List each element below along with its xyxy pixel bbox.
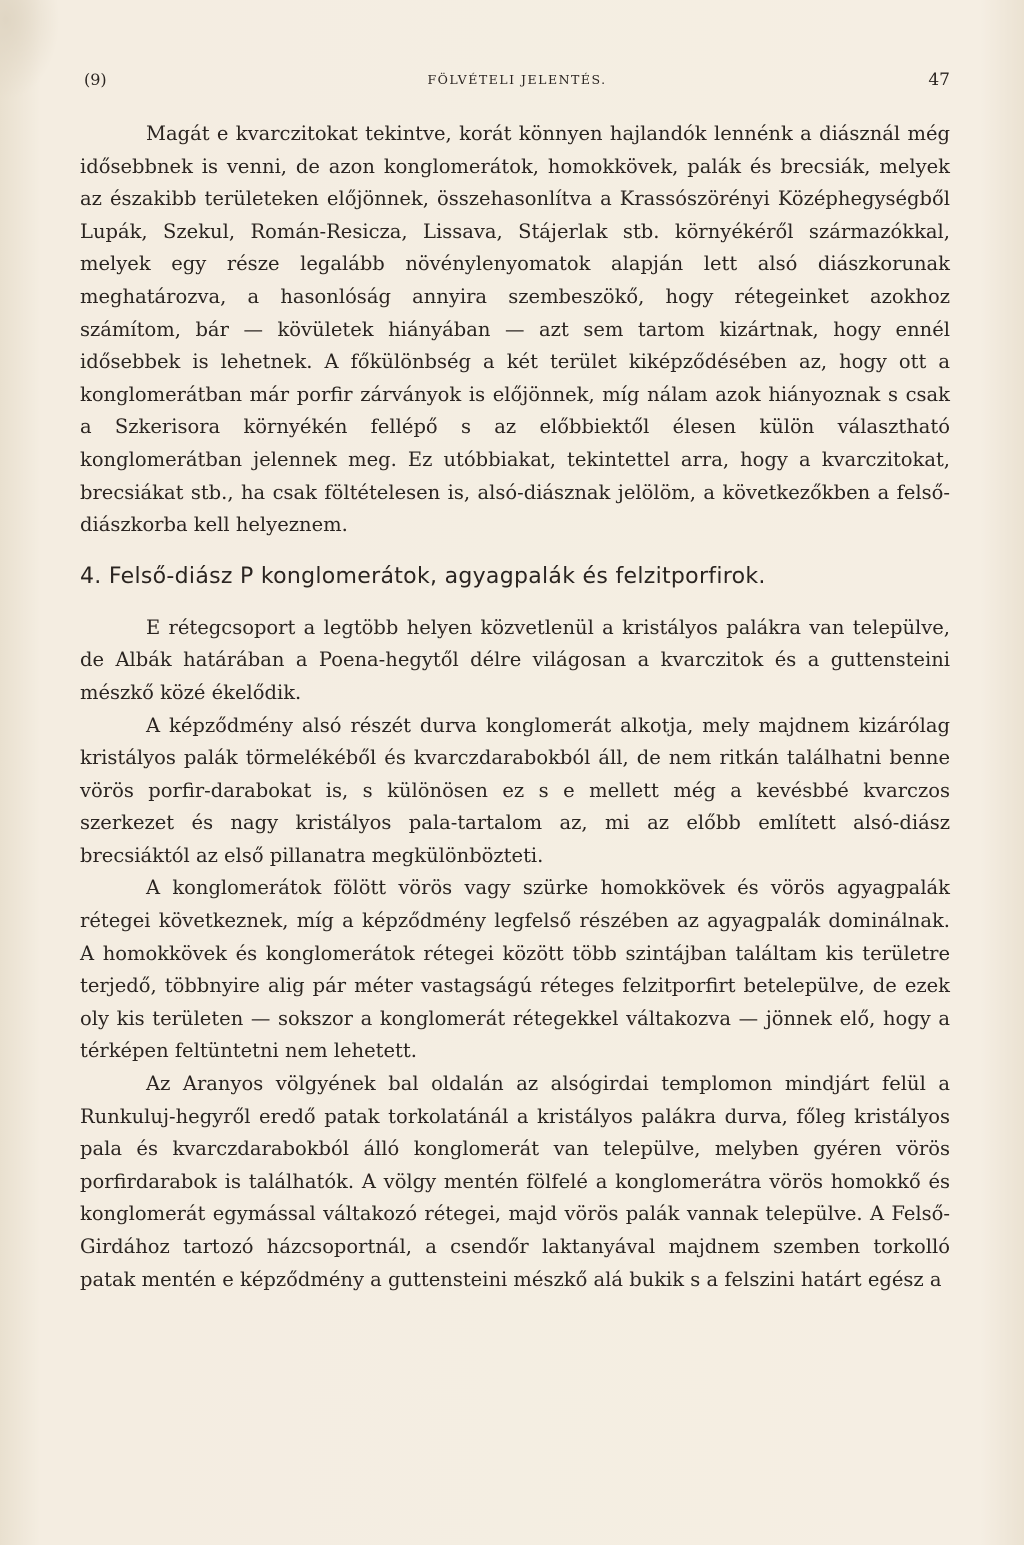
running-title: FÖLVÉTELI JELENTÉS. bbox=[427, 72, 607, 87]
paragraph: A konglomerátok fölött vörös vagy szürke homokkövek és vörös agyagpalák rétegei következnek, míg a képződmény legfelső részében az agyagpalák dominálnak. A homokkövek és konglomerátok rétegei között több szintájban találtam kis területre terjedő, többnyire alig pár méter vastagságú réteges felzitporfirt betelepülve, de ezek oly kis területen — sokszor a konglomerát rétegekkel váltakozva — jönnek elő, hogy a térképen feltüntetni nem lehetett. bbox=[80, 876, 950, 1063]
section-heading: 4. Felső-diász P konglomerátok, agyagpalák és felzitporfirok. bbox=[80, 563, 766, 589]
page-number: 47 bbox=[928, 70, 950, 90]
paper-stain bbox=[0, 0, 60, 100]
paragraph: Az Aranyos völgyének bal oldalán az alsógirdai templomon mindjárt felül a Runkuluj-hegyről eredő patak torkolatánál a kristályos palákra durva, főleg kristályos pala és kvarczdarabokból álló konglomerát van települve, melyben gyéren vörös porfirdarabok is találhatók. A völgy mentén fölfelé a konglomerátra vörös homokkő és konglomerát egymással váltakozó rétegei, majd vörös palák vannak települve. A Felső-Girdához tartozó házcsoportnál, a csendőr laktanyával majdnem szemben torkolló patak mentén e képződmény a guttensteini mészkő alá bukik s a felszini határt egész a bbox=[80, 1072, 950, 1291]
paragraph: Magát e kvarczitokat tekintve, korát könnyen hajlandók lennénk a diásznál még idősebbnek is venni, de azon konglomerátok, homokkövek, palák és brecsiák, melyek az északibb területeken előjönnek, összehasonlítva a Krassószörényi Középhegységből Lupák, Szekul, Román-Resicza, Lissava, Stájerlak stb. környékéről származókkal, melyek egy része legalább növénylenyomatok alapján lett alsó diászkorunak meghatározva, a hasonlóság annyira szembeszökő, hogy rétegeinket azokhoz számítom, bár — kövületek hiányában — azt sem tartom kizártnak, hogy ennél idősebbek is lehetnek. A főkülönbség a két terület kiképződésében az, hogy ott a konglomerátban már porfir zárványok is előjönnek, míg nálam azok hiányoznak s csak a Szkerisora környékén fellépő s az előbbiektől élesen külön választható konglomerátban jelennek meg. Ez utóbbiakat, tekintettel arra, hogy a kvarczitokat, brecsiákat stb., ha csak föltételesen is, alsó-diásznak jelölöm, a következőkben a felső-diászkorba kell helyeznem. bbox=[80, 122, 950, 537]
paragraph: A képződmény alsó részét durva konglomerát alkotja, mely majdnem kizárólag kristályos palák törmelékéből és kvarczdarabokból áll, de nem ritkán találhatni benne vörös porfir-darabokat is, s különösen ez s e mellett még a kevésbbé kvarczos szerkezet és nagy kristályos pala-tartalom az, mi az előbb említett alsó-diász brecsiáktól az első pillanatra megkülönbözteti. bbox=[80, 713, 950, 867]
section-body bbox=[80, 612, 950, 1296]
paragraph: E rétegcsoport a legtöbb helyen közvetlenül a kristályos palákra van települve, de Albák határában a Poena-hegytől délre világosan a kvarczitok és a guttensteini mészkő közé ékelődik. bbox=[80, 615, 950, 704]
running-header bbox=[84, 70, 950, 96]
body-text bbox=[80, 118, 950, 1296]
section-number: (9) bbox=[84, 70, 107, 89]
